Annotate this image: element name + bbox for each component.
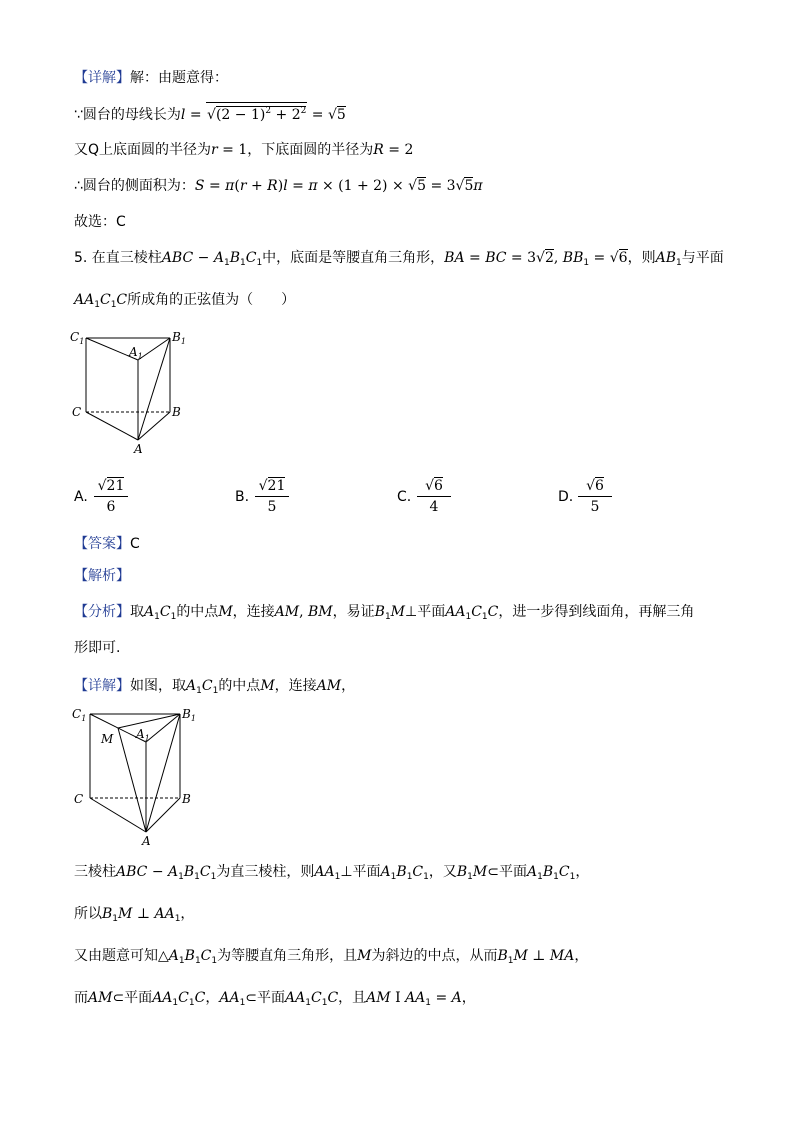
choose-line [74,212,126,232]
choice-d-fraction: $\frac{√6}{5}$ [578,478,612,515]
fenxi-tag: 【分析】 [74,604,130,620]
text: 又Q上底面圆的半径为 [74,142,212,158]
svg-text:M: M [101,732,114,746]
analysis-tag: 【解析】 [74,568,130,584]
prism-figure-1 [66,326,196,458]
svg-text:A: A [134,442,143,456]
svg-text:C: C [72,405,82,419]
text: ∵圆台的母线长为 [74,107,181,123]
lateral-area-line: ∴圆台的侧面积为：S = π(r + R)l = π × (1 + 2) × √5 = 3√5π [74,178,483,194]
svg-text:C: C [74,792,84,806]
text: 所成角的正弦值为（ ） [127,292,296,308]
fenxi-cont: 形即可. [74,640,121,656]
choice-c-fraction: $\frac{√6}{4}$ [417,478,451,515]
text: 5. 在直三棱柱 [74,250,162,266]
svg-text:A1: $A_1$ [129,345,143,361]
radius-line: 又Q上底面圆的半径为r = 1，下底面圆的半径为R = 2 [74,142,414,158]
prism-figure-2 [66,702,206,850]
svg-text:C1: $C_1$ [70,330,85,346]
svg-text:B1: $B_1$ [182,707,196,723]
svg-text:B: B [182,792,191,806]
text: ，下底面圆的半径为 [247,142,374,158]
answer-line [74,534,140,554]
text: ，则 [627,250,656,266]
choice-a-fraction: $\frac{√21}{6}$ [94,478,128,515]
answer-value: C [130,536,140,552]
choice-b-fraction: $\frac{√21}{5}$ [255,478,289,515]
svg-text:B: B [172,405,181,419]
svg-text:C1: $C_1$ [72,707,87,723]
proof-line-2: 所以$B_1M$ ⊥ $AA_1$， [74,906,195,924]
fenxi-line: 【分析】取$A_1C_1$的中点M，连接AM, BM，易证$B_1M\perp$平面$AA_1C_1C$，进一步得到线面角，再解三角 [74,604,695,622]
detail-line-2: 【详解】如图，取$A_1C_1$的中点M，连接AM， [74,678,356,696]
proof-line-4: 而AM⊂平面$AA_1C_1C$，$AA_1\subset$平面$AA_1C_1C$，且AM I $AA_1 = A$， [74,990,476,1008]
analysis-line [74,566,130,586]
detail-tag: 【详解】 [74,678,130,694]
text: 与平面 [681,250,724,266]
question-5-cont: $AA_1C_1C$所成角的正弦值为（ ） [74,292,296,310]
answer-tag: 【答案】 [74,536,130,552]
svg-text:A1: $A_1$ [136,727,150,743]
proof-line-3: 又由题意可知$\triangle A_1B_1C_1$为等腰直角三角形，且M为斜边的中点，从而$B_1M$ ⊥ MA， [74,948,589,966]
text: 故选：C [74,214,126,230]
proof-line-1: 三棱柱ABC − $A_1B_1C_1$为直三棱柱，则$AA_1\perp$平面$A_1B_1C_1$，又$B_1M\subset$平面$A_1B_1C_1$， [74,864,590,882]
svg-text:A: A [142,834,151,848]
detail-line-1 [74,68,228,88]
slant-height-line: ∵圆台的母线长为$l = √(2 - 1)^2 + 2^2 = √5$ [74,102,346,125]
text: ∴圆台的侧面积为： [74,178,195,194]
svg-text:B1: $B_1$ [172,330,186,346]
detail-tag: 【详解】 [74,70,130,86]
question-5: 5. 在直三棱柱ABC − $A_1B_1C_1$中，底面是等腰直角三角形，BA = BC = 3√2, $BB_1 = √6$，则$AB_1$与平面 [74,250,724,268]
text: 解：由题意得： [130,70,228,86]
text: 中，底面是等腰直角三角形， [262,250,445,266]
